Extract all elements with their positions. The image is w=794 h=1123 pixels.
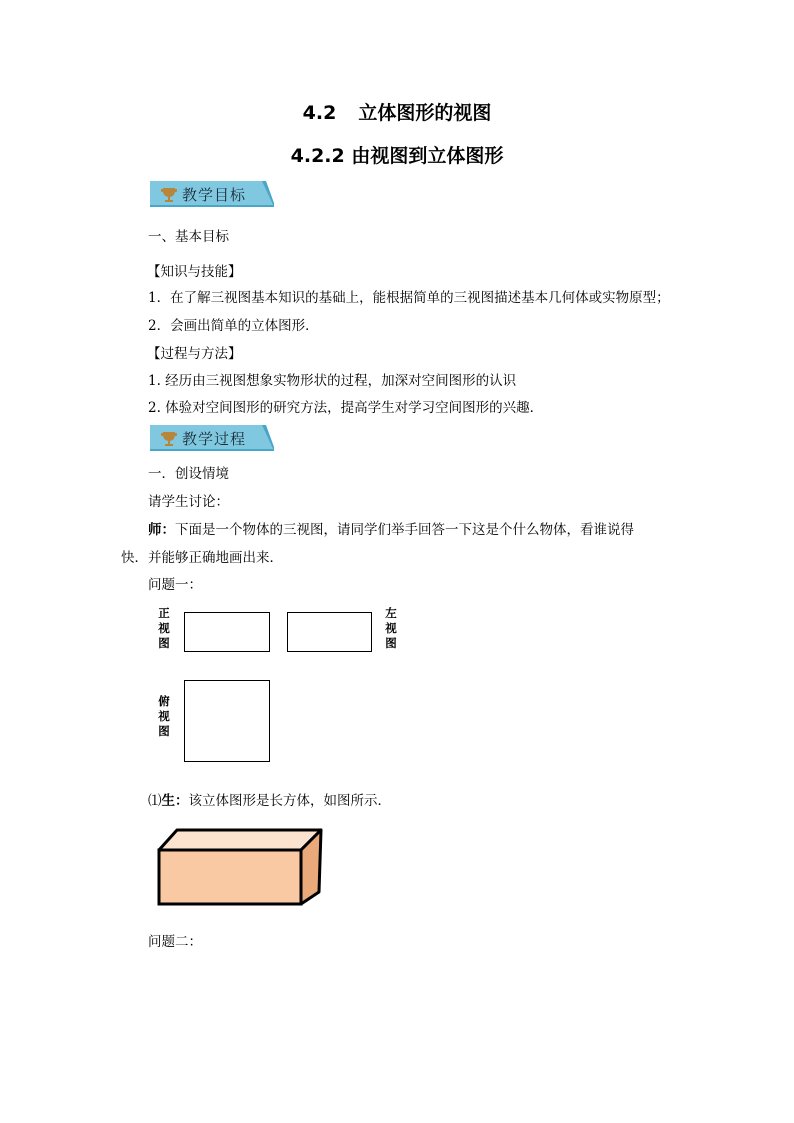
question-2: 问题二：	[148, 934, 202, 950]
top-view-label: 俯 视 图	[158, 694, 170, 738]
process-item-2: 2. 体验对空间图形的研究方法，提高学生对学习空间图形的兴趣．	[148, 400, 544, 416]
left-view-label: 左 视 图	[385, 606, 397, 650]
teacher-line-1	[148, 518, 634, 538]
section-number: 4.2	[302, 102, 337, 124]
trophy-icon	[159, 429, 179, 449]
process-item-1: 1. 经历由三视图想象实物形状的过程，加深对空间图形的认识	[148, 373, 517, 389]
goals-heading: 一、基本目标	[148, 229, 229, 245]
knowledge-heading: 【知识与技能】	[147, 264, 242, 280]
process-heading: 一．创设情境	[148, 466, 229, 482]
trophy-icon	[159, 185, 179, 205]
student-label: 生：	[161, 793, 189, 809]
process-method-heading: 【过程与方法】	[147, 346, 242, 362]
section-name: 立体图形的视图	[358, 102, 492, 124]
left-view-rect	[287, 612, 372, 652]
top-view-rect	[184, 680, 270, 762]
front-view-rect	[184, 612, 270, 652]
goal-banner	[150, 181, 274, 207]
discussion-prompt: 请学生讨论：	[148, 494, 229, 510]
answer-1	[148, 789, 391, 809]
answer-text: 该立体图形是长方体，如图所示．	[188, 793, 391, 809]
knowledge-item-2: 2．会画出简单的立体图形．	[148, 318, 319, 334]
process-banner	[150, 425, 274, 451]
knowledge-item-1: 1．在了解三视图基本知识的基础上，能根据简单的三视图描述基本几何体或实物原型；	[148, 290, 670, 306]
process-banner-label: 教学过程	[182, 430, 247, 448]
goal-banner-label: 教学目标	[182, 186, 247, 204]
teacher-label: 师：	[148, 522, 175, 538]
front-view-label: 正 视 图	[158, 606, 170, 650]
cuboid-image	[155, 826, 325, 908]
section-title	[0, 98, 794, 125]
subsection-title: 4.2.2 由视图到立体图形	[290, 145, 504, 167]
teacher-text-1: 下面是一个物体的三视图，请同学们举手回答一下这是个什么物体，看谁说得	[175, 522, 634, 538]
teacher-line-2: 快．并能够正确地画出来．	[121, 550, 283, 566]
question-1: 问题一：	[148, 577, 202, 593]
answer-prefix: ⑴	[148, 793, 162, 809]
